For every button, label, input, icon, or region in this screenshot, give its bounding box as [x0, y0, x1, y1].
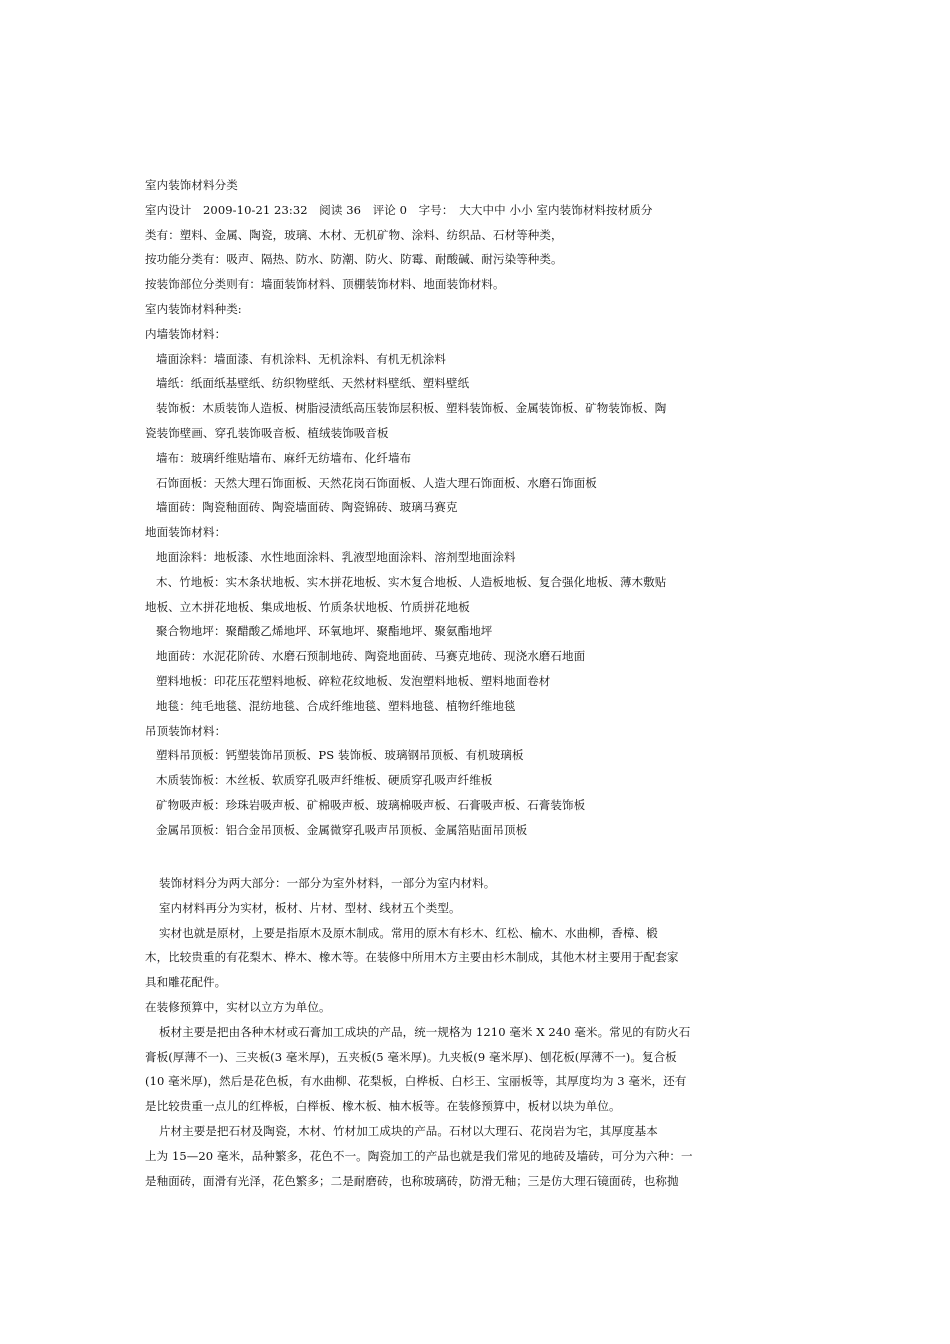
paragraph-line: 装饰材料分为两大部分：一部分为室外材料，一部分为室内材料。	[159, 876, 496, 890]
paragraph-line: 具和雕花配件。	[145, 975, 227, 990]
list-item: 木质装饰板：木丝板、软质穿孔吸声纤维板、硬质穿孔吸声纤维板	[156, 773, 493, 788]
list-item: 石饰面板：天然大理石饰面板、天然花岗石饰面板、人造大理石饰面板、水磨石饰面板	[156, 475, 597, 490]
category-heading: 地面装饰材料：	[145, 525, 227, 540]
list-item: 地毯：纯毛地毯、混纺地毯、合成纤维地毯、塑料地毯、植物纤维地毯	[156, 698, 516, 713]
list-item: 墙面砖：陶瓷釉面砖、陶瓷墙面砖、陶瓷锦砖、玻璃马赛克	[156, 500, 458, 515]
paragraph-line: 在装修预算中，实材以立方为单位。	[145, 999, 331, 1014]
category-heading: 内墙装饰材料：	[145, 326, 227, 341]
list-item: 地面砖：水泥花阶砖、水磨石预制地砖、陶瓷地面砖、马赛克地砖、现浇水磨石地面	[156, 649, 586, 664]
paragraph-line: 片材主要是把石材及陶瓷，木材、竹材加工成块的产品。石材以大理石、花岗岩为宅，其厚度基本	[159, 1123, 658, 1138]
paragraph-line: 按装饰部位分类则有：墙面装饰材料、顶棚装饰材料、地面装饰材料。	[145, 277, 505, 292]
list-item: 聚合物地坪：聚醋酸乙烯地坪、环氧地坪、聚酯地坪、聚氨酯地坪	[156, 624, 493, 639]
paragraph-line: 类有：塑料、金属、陶瓷，玻璃、木材、无机矿物、涂料、纺织品、石材等种类，	[145, 227, 563, 242]
paragraph-line: 是釉面砖，面滑有光泽，花色繁多；二是耐磨砖，也称玻璃砖，防滑无釉；三是仿大理石镜面砖，也称抛	[145, 1173, 679, 1188]
list-item-continuation: 地板、立木拼花地板、集成地板、竹质条状地板、竹质拼花地板	[145, 599, 470, 614]
paragraph-line: 上为 15—20 毫米，品种繁多，花色不一。陶瓷加工的产品也就是我们常见的地砖及墙砖，可分为六种：一	[145, 1148, 693, 1163]
list-item: 矿物吸声板：珍珠岩吸声板、矿棉吸声板、玻璃棉吸声板、石膏吸声板、石膏装饰板	[156, 797, 586, 812]
paragraph-line: 是比较贵重一点儿的红桦板，白榉板、橡木板、柚木板等。在装修预算中，板材以块为单位。	[145, 1099, 621, 1114]
paragraph-line: 室内材料再分为实材，板材、片材、型材、线材五个类型。	[159, 900, 461, 915]
list-item: 墙纸：纸面纸基壁纸、纺织物壁纸、天然材料壁纸、塑料壁纸	[156, 376, 470, 391]
list-item: 塑料吊顶板：钙塑装饰吊顶板、PS 装饰板、玻璃钢吊顶板、有机玻璃板	[156, 748, 524, 763]
list-item: 木、竹地板：实木条状地板、实木拼花地板、实木复合地板、人造板地板、复合强化地板、薄木敷贴	[156, 574, 667, 589]
paragraph-line: 按功能分类有：吸声、隔热、防水、防潮、防火、防霉、耐酸碱、耐污染等种类。	[145, 252, 563, 267]
meta-line: 室内设计 2009-10-21 23:32 阅读 36 评论 0 字号： 大大中中 小小 室内装饰材料按材质分	[145, 202, 653, 217]
paragraph-line: 木，比较贵重的有花梨木、桦木、橡木等。在装修中所用木方主要由杉木制成，其他木材主要用于配套家	[145, 950, 679, 965]
list-item: 墙布：玻璃纤维贴墙布、麻纤无纺墙布、化纤墙布	[156, 450, 412, 465]
list-item: 墙面涂料：墙面漆、有机涂料、无机涂料、有机无机涂料	[156, 351, 446, 366]
list-item: 地面涂料：地板漆、水性地面涂料、乳液型地面涂料、溶剂型地面涂料	[156, 549, 516, 564]
list-item: 装饰板：木质装饰人造板、树脂浸渍纸高压装饰层积板、塑料装饰板、金属装饰板、矿物装饰板、陶	[156, 401, 667, 416]
section-heading: 室内装饰材料种类:	[145, 301, 242, 316]
paragraph-line: (10 毫米厚)，然后是花色板，有水曲柳、花梨板，白桦板、白杉王、宝丽板等，其厚度均为 3 毫米，还有	[145, 1074, 687, 1089]
doc-title: 室内装饰材料分类	[145, 178, 238, 192]
list-item: 塑料地板：印花压花塑料地板、碎粒花纹地板、发泡塑料地板、塑料地面卷材	[156, 673, 551, 688]
paragraph-line: 实材也就是原材，上要是指原木及原木制成。常用的原木有杉木、红松、榆木、水曲柳，香樟、椴	[159, 925, 658, 940]
paragraph-line: 板材主要是把由各种木材或石膏加工成块的产品，统一规格为 1210 毫米 X 240 毫米。常见的有防火石	[159, 1024, 691, 1039]
classification-section	[145, 173, 715, 843]
paragraph-line: 膏板(厚薄不一)、三夹板(3 毫米厚)，五夹板(5 毫米厚)。九夹板(9 毫米厚)、刨花板(厚薄不一)。复合板	[145, 1049, 677, 1064]
category-heading: 吊顶装饰材料：	[145, 723, 227, 738]
materials-section	[145, 871, 715, 1193]
list-item: 金属吊顶板：铝合金吊顶板、金属微穿孔吸声吊顶板、金属箔贴面吊顶板	[156, 822, 528, 837]
list-item-continuation: 瓷装饰壁画、穿孔装饰吸音板、植绒装饰吸音板	[145, 425, 389, 440]
